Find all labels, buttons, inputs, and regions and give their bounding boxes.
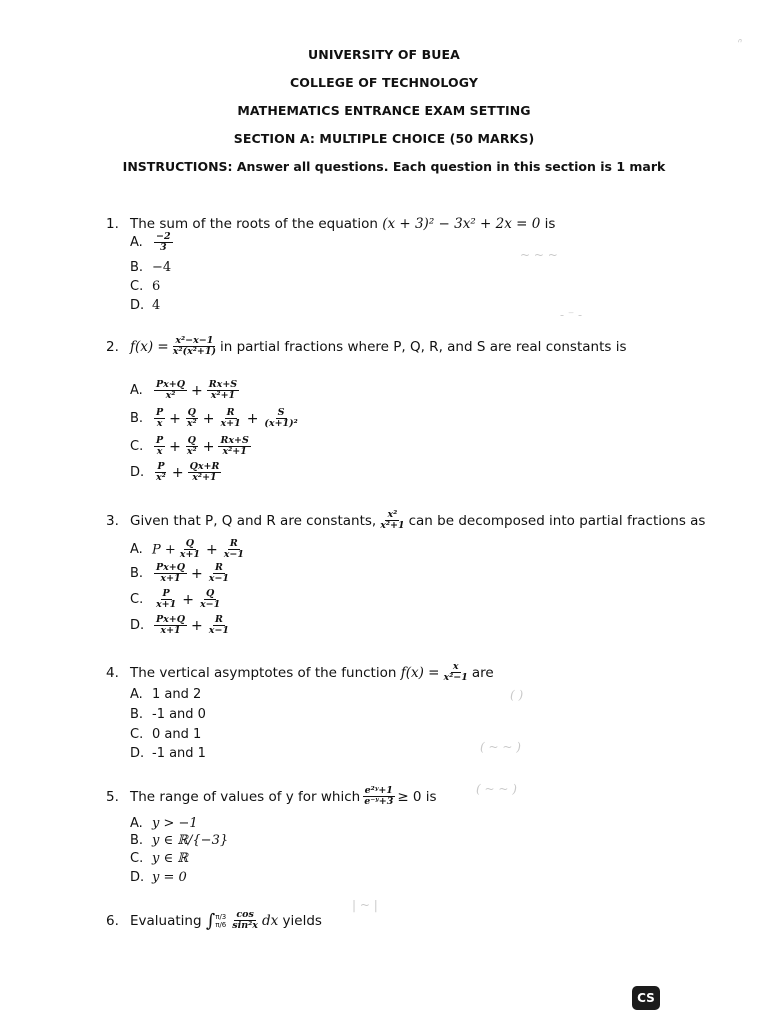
q4-option-d: D. -1 and 1 (130, 746, 206, 761)
pencil-mark: - ⁻ - (560, 308, 583, 322)
university-name: UNIVERSITY OF BUEA (308, 47, 460, 62)
pencil-mark: ( ~ ~ ) (476, 782, 517, 796)
q4-option-b: B. -1 and 0 (130, 707, 206, 722)
q1-option-c: C. 6 (130, 279, 161, 294)
q3-option-a: A. P + $\frac{Q}{x+1}$ + $\frac{R}{x-1}$ (130, 538, 244, 561)
q4-option-a: A. 1 and 2 (130, 687, 202, 702)
pencil-mark: ( ~ ~ ) (480, 740, 521, 754)
question-5: 5. The range of values of y for which $\frac{\text{e²ʸ+1}}{\text{e⁻ʸ+3}}$ ≥ 0 is (106, 785, 437, 808)
q2-option-a: A. $\frac{Px+Q}{\text{x²}}$ + $\frac{Rx+S}{\text{x²+1}}$ (130, 379, 238, 402)
pencil-mark: | ~ | (352, 898, 378, 912)
q2-option-d: D. $\frac{P}{\text{x²}}$ + $\frac{Qx+R}{\text{x²+1}}$ (130, 461, 220, 484)
pencil-mark: ᐢ (736, 36, 741, 50)
section-title: SECTION A: MULTIPLE CHOICE (50 MARKS) (233, 131, 535, 146)
question-4: 4. The vertical asymptotes of the function f(x) = $\frac{x}{\text{x²−1}}$ are (106, 661, 494, 684)
q5-option-b: B. y ∈ ℝ/{−3} (130, 833, 229, 848)
q1-option-d: D. 4 (130, 298, 161, 313)
q3-option-d: D. $\frac{Px+Q}{x+1}$ + $\frac{R}{x-1}$ (130, 614, 230, 637)
exam-title: MATHEMATICS ENTRANCE EXAM SETTING (237, 103, 531, 118)
q1-option-b: B. −4 (130, 260, 172, 275)
question-6: 6. Evaluating ∫ π/3 π/6 $\frac{\cos}{\text{sin²x}}$ dx yields (106, 909, 322, 932)
q4-option-c: C. 0 and 1 (130, 727, 202, 742)
q5-option-d: D. y = 0 (130, 870, 187, 885)
q1-option-a: A. $\frac{-2}{3}$ (130, 231, 171, 254)
pencil-mark: ~ ~ ~ (520, 248, 558, 262)
camscanner-logo: CS (632, 986, 660, 1010)
q2-option-c: C. $\frac{P}{x}$ + $\frac{Q}{\text{x²}}$ + $\frac{Rx+S}{\text{x²+1}}$ (130, 435, 249, 458)
pencil-mark: ( ) (510, 688, 524, 702)
q2-option-b: B. $\frac{P}{x}$ + $\frac{Q}{\text{x²}}$ + $\frac{R}{x+1}$ + $\frac{S}{\text{(x+1)²}}$ (130, 407, 298, 430)
question-1: 1. The sum of the roots of the equation (x + 3)² − 3x² + 2x = 0 is (106, 216, 556, 232)
q3-option-b: B. $\frac{Px+Q}{x+1}$ + $\frac{R}{x-1}$ (130, 562, 230, 585)
instructions: INSTRUCTIONS: Answer all questions. Each question in this section is 1 mark (122, 159, 666, 174)
q3-option-c: C. $\frac{P}{x+1}$ + $\frac{Q}{x-1}$ (130, 588, 221, 611)
college-name: COLLEGE OF TECHNOLOGY (289, 75, 478, 90)
integral-sign: ∫ (205, 910, 216, 932)
question-2: 2. f(x) = $\frac{\text{x²−x−1}}{\text{x²(x²+1)}}$ in partial fractions where P, Q, R, and S are real constants is (106, 335, 627, 358)
question-3: 3. Given that P, Q and R are constants, $\frac{\text{x²}}{\text{x²+1}}$ can be decomposed into partial fractions as (106, 509, 706, 532)
q5-option-a: A. y > −1 (130, 816, 198, 831)
q5-option-c: C. y ∈ ℝ (130, 851, 189, 866)
